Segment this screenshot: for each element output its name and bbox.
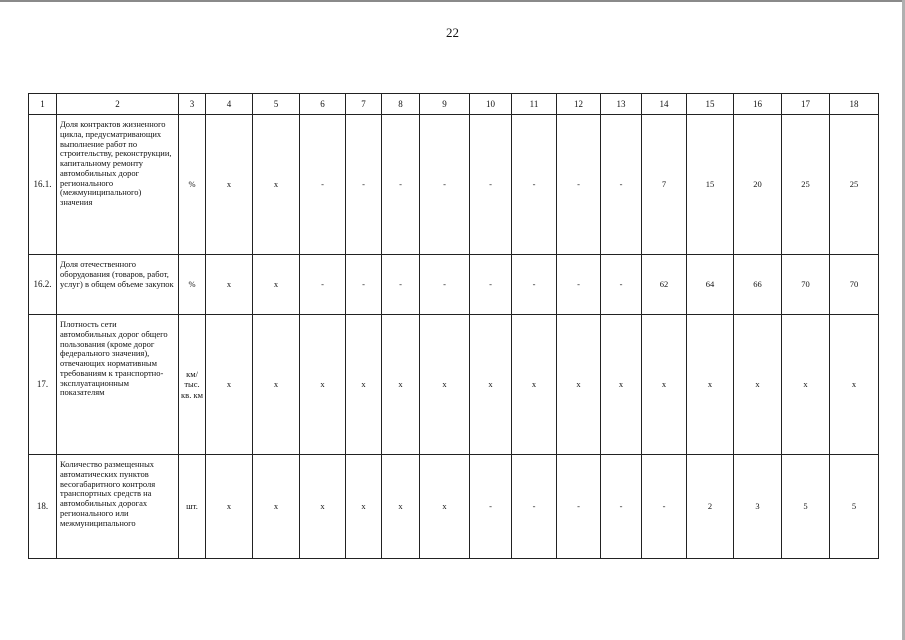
unit-cell: шт. [179, 455, 206, 559]
header-cell: 16 [734, 94, 782, 115]
value-cell: - [470, 255, 512, 315]
table-row [29, 315, 879, 455]
value-cell: x [346, 455, 382, 559]
value-cell: - [300, 255, 346, 315]
value-cell: 15 [687, 115, 734, 255]
value-cell: 5 [782, 455, 830, 559]
row-number: 16.2. [29, 255, 57, 315]
row-number: 18. [29, 455, 57, 559]
scan-edge-top [0, 0, 905, 2]
value-cell: - [557, 255, 601, 315]
header-cell: 3 [179, 94, 206, 115]
value-cell: x [253, 455, 300, 559]
header-cell: 9 [420, 94, 470, 115]
header-cell: 2 [57, 94, 179, 115]
header-cell: 14 [642, 94, 687, 115]
value-cell: x [642, 315, 687, 455]
value-cell: x [601, 315, 642, 455]
header-cell: 11 [512, 94, 557, 115]
value-cell: 7 [642, 115, 687, 255]
row-number: 17. [29, 315, 57, 455]
table-row [29, 115, 879, 255]
value-cell: x [420, 455, 470, 559]
header-cell: 7 [346, 94, 382, 115]
value-cell: x [253, 115, 300, 255]
value-cell: 62 [642, 255, 687, 315]
value-cell: 25 [782, 115, 830, 255]
value-cell: x [830, 315, 879, 455]
value-cell: - [642, 455, 687, 559]
value-cell: x [512, 315, 557, 455]
header-cell: 6 [300, 94, 346, 115]
header-cell: 1 [29, 94, 57, 115]
header-cell: 5 [253, 94, 300, 115]
header-cell: 15 [687, 94, 734, 115]
indicator-table [28, 93, 879, 559]
value-cell: - [346, 115, 382, 255]
indicator-name: Количество размещенных автоматических пунктов весогабаритного контроля транспортных средств на автомобильных дорогах регионального или межмуниципального [57, 455, 179, 559]
header-row [29, 94, 879, 115]
value-cell: - [470, 115, 512, 255]
value-cell: - [601, 115, 642, 255]
value-cell: - [512, 255, 557, 315]
value-cell: - [382, 115, 420, 255]
row-number: 16.1. [29, 115, 57, 255]
value-cell: 70 [782, 255, 830, 315]
value-cell: 3 [734, 455, 782, 559]
value-cell: - [557, 455, 601, 559]
value-cell: 66 [734, 255, 782, 315]
value-cell: - [300, 115, 346, 255]
unit-cell: % [179, 115, 206, 255]
value-cell: 25 [830, 115, 879, 255]
unit-cell: % [179, 255, 206, 315]
value-cell: 70 [830, 255, 879, 315]
page-number: 22 [446, 25, 459, 40]
value-cell: 2 [687, 455, 734, 559]
value-cell: - [557, 115, 601, 255]
value-cell: x [470, 315, 512, 455]
value-cell: 20 [734, 115, 782, 255]
value-cell: x [382, 315, 420, 455]
value-cell: x [557, 315, 601, 455]
unit-cell: км/ тыс. кв. км [179, 315, 206, 455]
value-cell: - [601, 255, 642, 315]
value-cell: x [206, 115, 253, 255]
indicator-name: Доля контрактов жизненного цикла, предусматривающих выполнение работ по строительству, реконструкции, капитальному ремонту автомобильных дорог регионального (межмуниципального) значения [57, 115, 179, 255]
value-cell: - [346, 255, 382, 315]
header-cell: 17 [782, 94, 830, 115]
value-cell: x [206, 315, 253, 455]
value-cell: - [512, 115, 557, 255]
value-cell: 64 [687, 255, 734, 315]
indicator-name: Доля отечественного оборудования (товаров, работ, услуг) в общем объеме закупок [57, 255, 179, 315]
value-cell: x [346, 315, 382, 455]
value-cell: x [300, 315, 346, 455]
value-cell: - [470, 455, 512, 559]
value-cell: x [253, 315, 300, 455]
header-cell: 12 [557, 94, 601, 115]
header-cell: 18 [830, 94, 879, 115]
table-row [29, 455, 879, 559]
header-cell: 4 [206, 94, 253, 115]
value-cell: x [253, 255, 300, 315]
value-cell: - [382, 255, 420, 315]
value-cell: 5 [830, 455, 879, 559]
value-cell: - [512, 455, 557, 559]
header-cell: 13 [601, 94, 642, 115]
value-cell: x [420, 315, 470, 455]
header-cell: 10 [470, 94, 512, 115]
value-cell: - [420, 115, 470, 255]
value-cell: - [601, 455, 642, 559]
header-cell: 8 [382, 94, 420, 115]
value-cell: x [382, 455, 420, 559]
value-cell: x [300, 455, 346, 559]
value-cell: x [782, 315, 830, 455]
value-cell: x [206, 255, 253, 315]
table-row [29, 255, 879, 315]
indicator-name: Плотность сети автомобильных дорог общего пользования (кроме дорог федерального значения), отвечающих нормативным требованиям к транспортно-эксплуатационным показателям [57, 315, 179, 455]
value-cell: x [687, 315, 734, 455]
value-cell: - [420, 255, 470, 315]
value-cell: x [734, 315, 782, 455]
value-cell: x [206, 455, 253, 559]
